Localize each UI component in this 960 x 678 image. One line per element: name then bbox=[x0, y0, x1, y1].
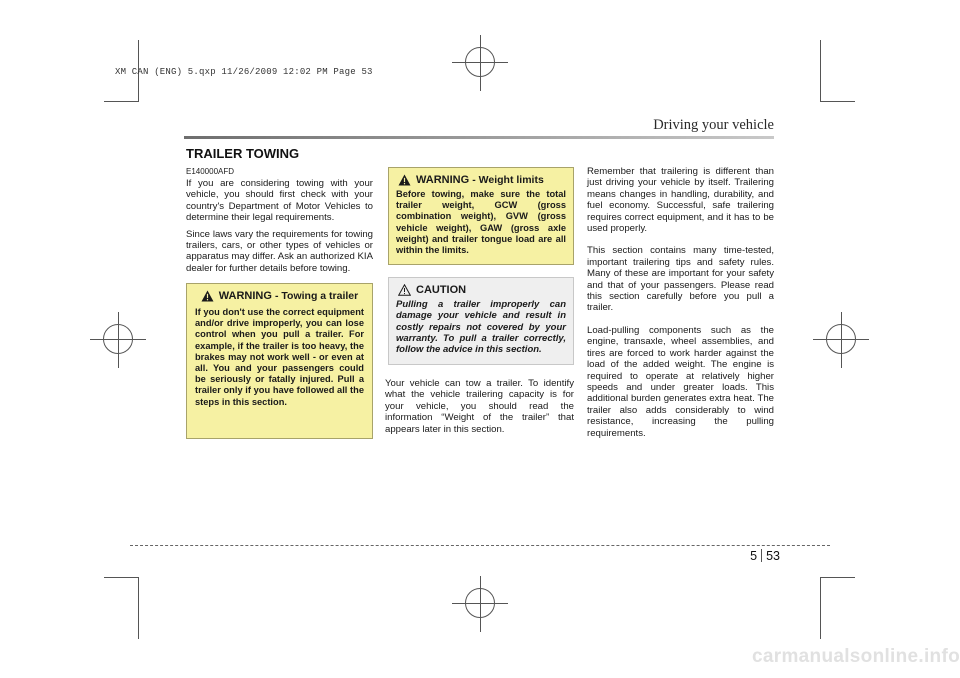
column-1 bbox=[186, 178, 373, 279]
chapter-number: 5 bbox=[750, 549, 758, 563]
warning-body: If you don't use the correct equipment and/or drive improperly, you can lose control when you pull a trailer. For example, if the trailer is too heavy, the brakes may not work well - or even at all. You and your passengers could be seriously or fatally injured. Pull a trailer only if you have followed all the steps in this section. bbox=[195, 307, 364, 407]
section-title: TRAILER TOWING bbox=[186, 146, 300, 161]
column-3 bbox=[587, 166, 774, 444]
warning-label: WARNING bbox=[218, 290, 272, 302]
paragraph: Your vehicle can tow a trailer. To identify what the vehicle trailering capacity is for your vehicle, you should read the information “Weight of the trailer” that appears later in this section. bbox=[385, 378, 574, 435]
warning-box-towing bbox=[186, 283, 373, 439]
paragraph: If you are considering towing with your vehicle, you should first check with your country's Department of Motor Vehicles to determine their legal requirements. bbox=[186, 178, 373, 224]
column-2-text bbox=[385, 378, 574, 440]
warning-header bbox=[195, 290, 364, 302]
warning-subject: - Towing a trailer bbox=[275, 290, 359, 302]
print-slug: XM CAN (ENG) 5.qxp 11/26/2009 12:02 PM Page 53 bbox=[115, 67, 373, 77]
warning-triangle-icon bbox=[398, 174, 411, 186]
running-head: Driving your vehicle bbox=[653, 117, 774, 133]
warning-header bbox=[396, 174, 566, 186]
warning-box-weight bbox=[388, 167, 574, 265]
paragraph: This section contains many time-tested, important trailering tips and safety rules. Many of these are important for your safety and that of your passengers. Please read this section carefully before you pull a trailer. bbox=[587, 245, 774, 314]
caution-body: Pulling a trailer improperly can damage your vehicle and result in costly repairs not covered by your warranty. To pull a trailer correctly, follow the advice in this section. bbox=[396, 299, 566, 356]
warning-triangle-icon bbox=[201, 290, 214, 302]
watermark: carmanualsonline.info bbox=[752, 646, 960, 667]
caution-box bbox=[388, 277, 574, 365]
section-code: E140000AFD bbox=[186, 167, 235, 176]
header-rule bbox=[184, 136, 774, 139]
warning-label: WARNING bbox=[416, 174, 470, 186]
paragraph: Load-pulling components such as the engine, transaxle, wheel assemblies, and tires are forced to work harder against the load of the added weight. The engine is required to operate at relatively higher speeds and under greater loads. This additional burden generates extra heat. The trailer also adds considerably to wind resistance, increasing the pulling requirements. bbox=[587, 324, 774, 439]
page-number-value: 53 bbox=[766, 549, 780, 563]
paragraph: Since laws vary the requirements for towing trailers, cars, or other types of vehicles or apparatus may differ. Ask an authorized KIA dealer for further details before towing. bbox=[186, 228, 373, 274]
caution-triangle-icon bbox=[398, 284, 411, 296]
page-number bbox=[750, 549, 780, 563]
caution-header bbox=[396, 284, 566, 296]
footer-rule bbox=[130, 545, 830, 546]
paragraph: Remember that trailering is different than just driving your vehicle by itself. Trailering means changes in handling, durability, and fuel economy. Successful, safe trailering requires correct equipment, and it has to be used properly. bbox=[587, 166, 774, 235]
warning-subject: - Weight limits bbox=[472, 174, 544, 186]
warning-body: Before towing, make sure the total trailer weight, GCW (gross combination weight), GVW (gross vehicle weight), GAW (gross axle weight) and trailer tongue load are all within the limits. bbox=[396, 189, 566, 256]
caution-label: CAUTION bbox=[416, 284, 467, 296]
